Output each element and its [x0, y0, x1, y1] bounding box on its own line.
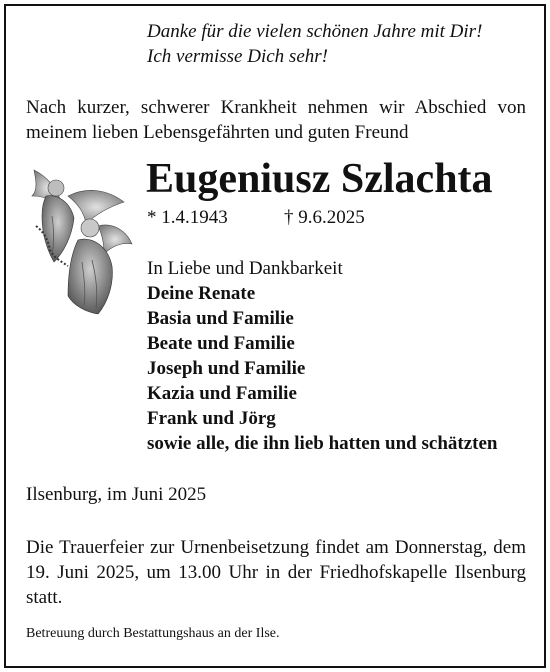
mourner-name: Deine Renate	[147, 283, 256, 304]
death-date: † 9.6.2025	[284, 207, 365, 228]
undertaker-note: Betreuung durch Bestattungshaus an der Ilse.	[26, 626, 280, 641]
deceased-name: Eugeniusz Szlachta	[146, 156, 493, 202]
mourner-name: Joseph und Familie	[147, 358, 306, 379]
place-date: Ilsenburg, im Juni 2025	[26, 484, 207, 505]
angels-illustration-icon	[28, 166, 134, 318]
motto-line-2: Ich vermisse Dich sehr!	[147, 46, 328, 67]
birth-date: * 1.4.1943	[147, 207, 228, 228]
mourners-list	[147, 256, 497, 456]
mourners-lead: In Liebe und Dankbarkeit	[147, 258, 343, 279]
intro-text: Nach kurzer, schwerer Krankheit nehmen wir Abschied von meinem lieben Lebensgefährten und guten Freund	[26, 97, 526, 143]
mourner-name: Frank und Jörg	[147, 408, 276, 429]
mourner-name: Kazia und Familie	[147, 383, 297, 404]
mourner-name: Basia und Familie	[147, 308, 294, 329]
funeral-notice: Die Trauerfeier zur Urnenbeisetzung findet am Donnerstag, dem 19. Juni 2025, um 13.00 Uhr in der Friedhofskapelle Ilsenburg statt.	[26, 537, 526, 608]
mourner-name: sowie alle, die ihn lieb hatten und schätzten	[147, 433, 498, 454]
motto	[147, 19, 482, 69]
life-dates	[147, 205, 365, 230]
motto-line-1: Danke für die vielen schönen Jahre mit Dir!	[147, 21, 483, 42]
mourner-name: Beate und Familie	[147, 333, 295, 354]
